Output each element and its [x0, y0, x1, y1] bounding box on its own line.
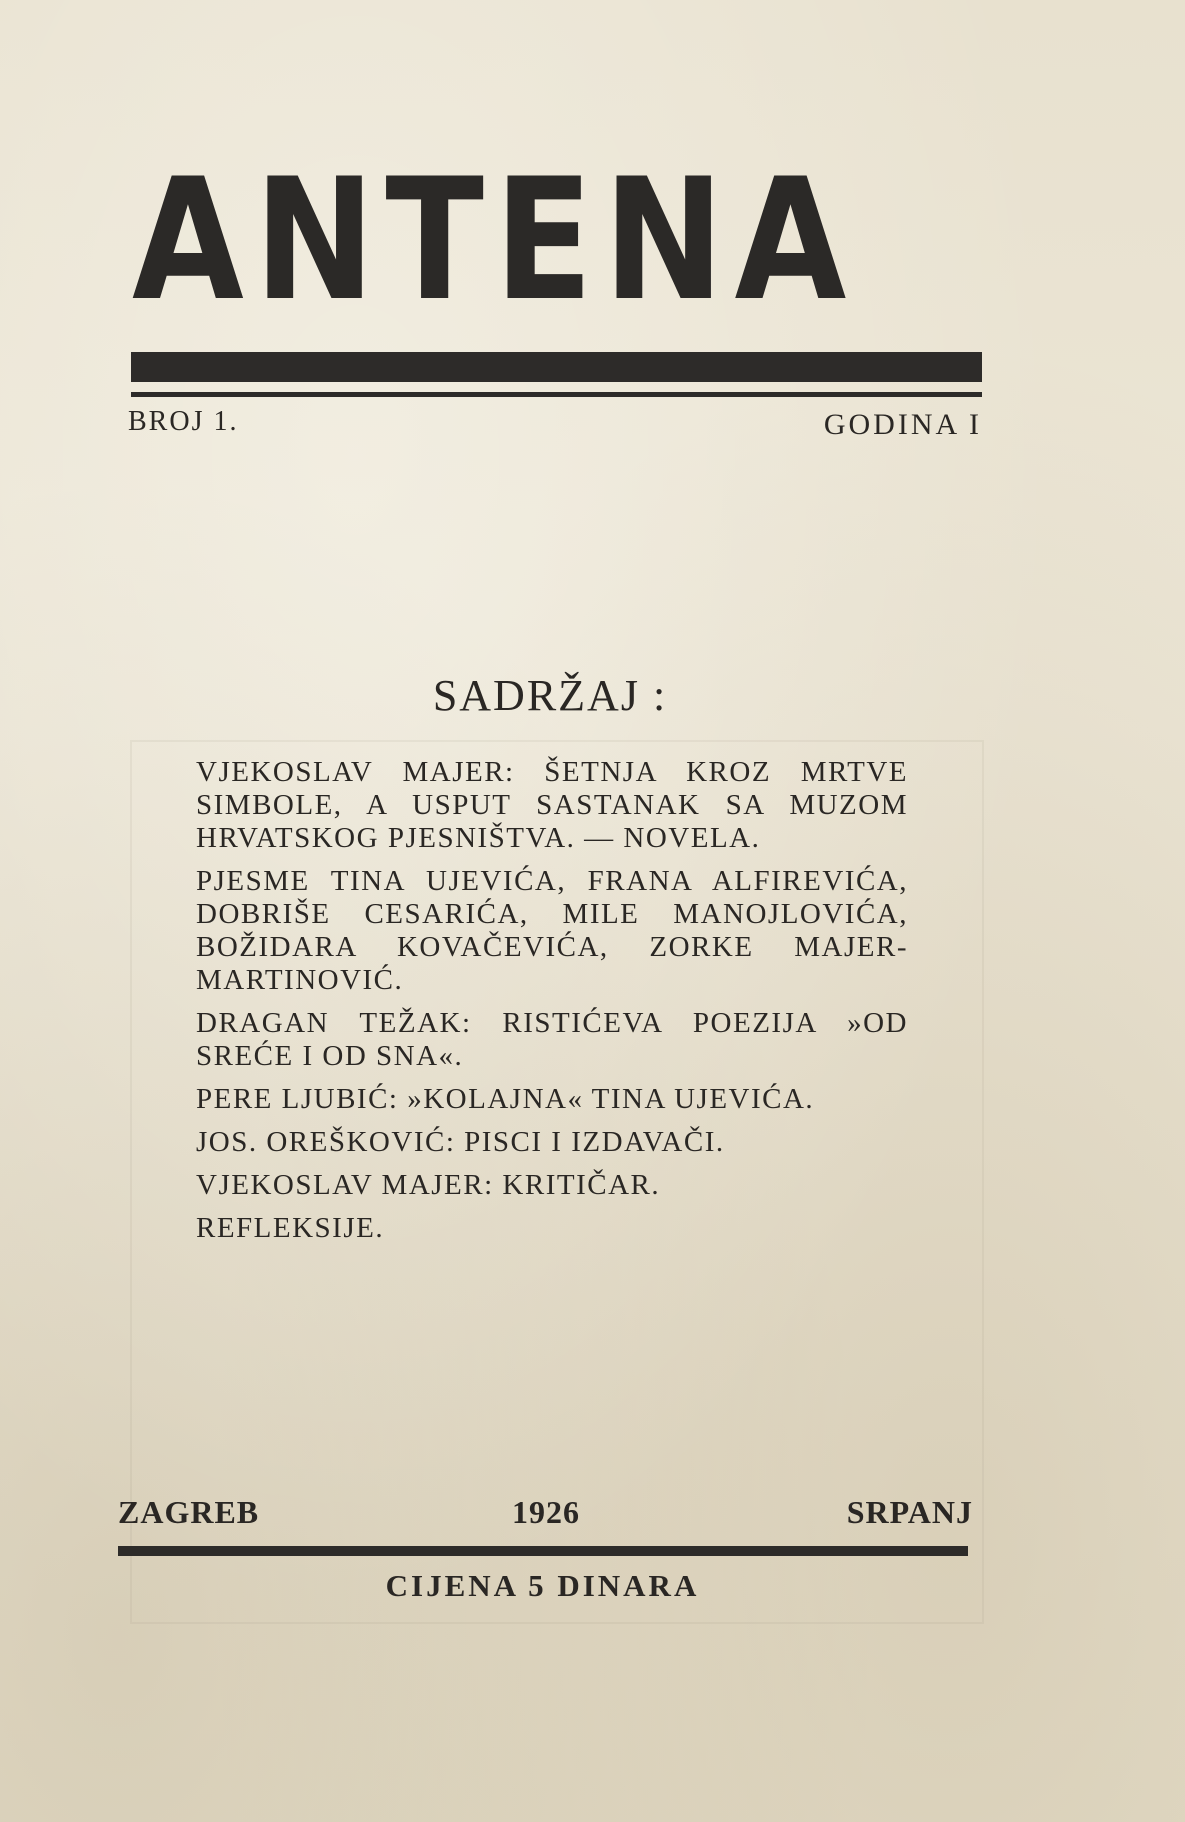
- price-line: CIJENA 5 DINARA: [385, 1568, 700, 1603]
- toc-entry: JOS. OREŠKOVIĆ: PISCI I IZDAVAČI.: [196, 1126, 725, 1158]
- masthead-title: ANTENA: [132, 142, 857, 338]
- imprint-year: 1926: [512, 1494, 580, 1530]
- issue-volume: GODINA I: [823, 408, 982, 441]
- toc-entry: REFLEKSIJE.: [196, 1212, 385, 1244]
- table-of-contents: [196, 756, 908, 1255]
- toc-entry: PJESME TINA UJEVIĆA, FRANA ALFIREVIĆA, DOBRIŠE CESARIĆA, MILE MANOJLOVIĆA, BOŽIDARA KOVAČEVIĆA, ZORKE MAJER-MARTINOVIĆ.: [196, 865, 908, 996]
- issue-number: BROJ 1.: [128, 406, 239, 437]
- toc-entry: DRAGAN TEŽAK: RISTIĆEVA POEZIJA »OD SREĆE I OD SNA«.: [196, 1007, 908, 1072]
- imprint-month: SRPANJ: [846, 1494, 973, 1530]
- toc-entry: VJEKOSLAV MAJER: ŠETNJA KROZ MRTVE SIMBOLE, A USPUT SASTANAK SA MUZOM HRVATSKOG PJESNIŠTVA. — NOVELA.: [196, 756, 908, 854]
- masthead-rule-thin: [131, 392, 982, 397]
- masthead-rule-thick: [131, 352, 982, 382]
- toc-entry: PERE LJUBIĆ: »KOLAJNA« TINA UJEVIĆA.: [196, 1083, 815, 1115]
- imprint-city: ZAGREB: [118, 1494, 260, 1530]
- imprint-rule: [118, 1546, 968, 1556]
- contents-heading: SADRŽAJ :: [432, 671, 668, 720]
- toc-entry: VJEKOSLAV MAJER: KRITIČAR.: [196, 1169, 661, 1201]
